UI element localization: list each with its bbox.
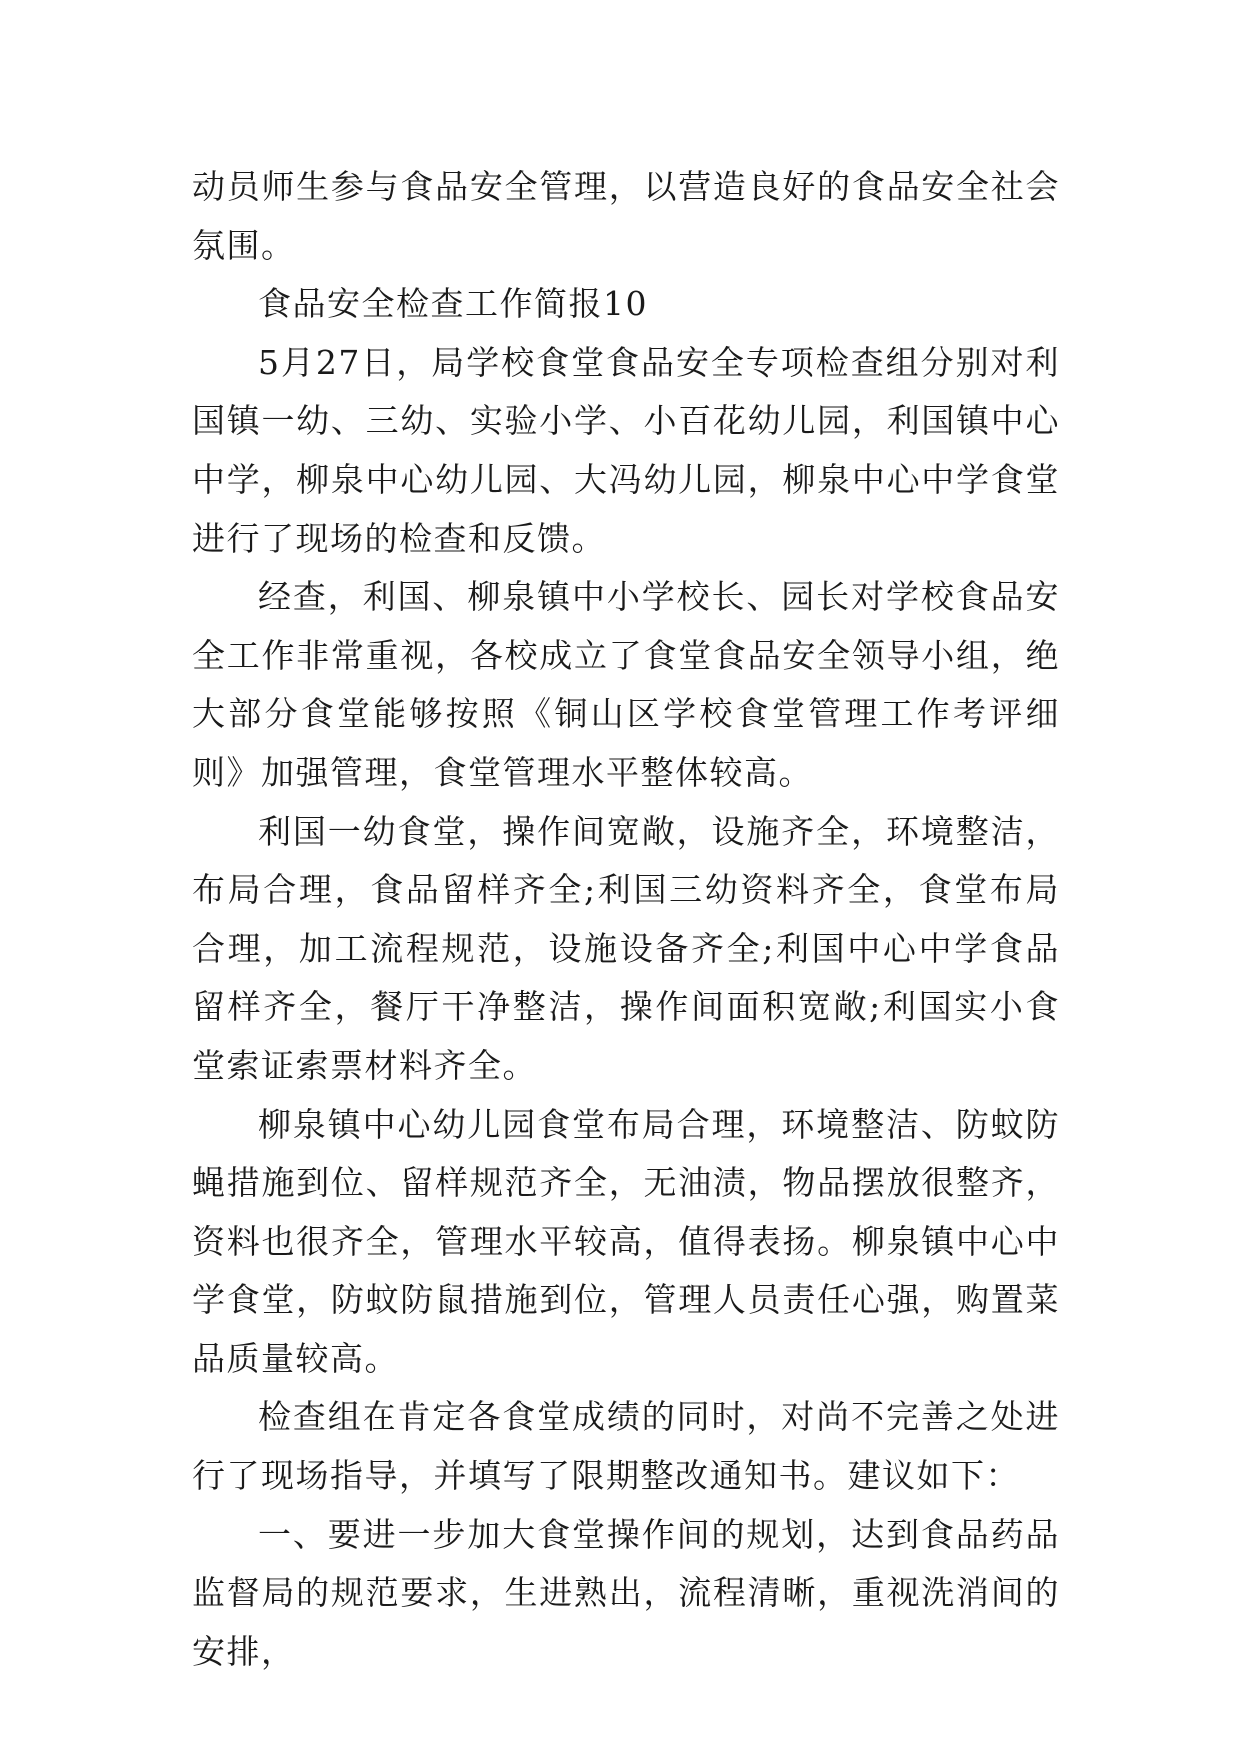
paragraph-continuation: 动员师生参与食品安全管理，以营造良好的食品安全社会氛围。 xyxy=(192,167,1060,265)
section-heading: 食品安全检查工作简报10 xyxy=(258,284,648,324)
paragraph-inspection-overview: 5月27日，局学校食堂食品安全专项检查组分别对利国镇一幼、三幼、实验小学、小百花幼儿园，利国镇中心中学，柳泉中心幼儿园、大冯幼儿园，柳泉中心中学食堂进行了现场的检查和反馈。 xyxy=(192,342,1060,558)
paragraph-suggestion-1: 一、要进一步加大食堂操作间的规划，达到食品药品监督局的规范要求，生进熟出，流程清晰，重视洗消间的安排， xyxy=(192,1514,1060,1671)
paragraph-liuquan-canteens: 柳泉镇中心幼儿园食堂布局合理，环境整洁、防蚊防蝇措施到位、留样规范齐全，无油渍，物品摆放很整齐，资料也很齐全，管理水平较高，值得表扬。柳泉镇中心中学食堂，防蚊防鼠措施到位，管理人员责任心强，购置菜品质量较高。 xyxy=(192,1104,1060,1378)
document-body xyxy=(192,158,1060,1681)
paragraph-liguo-canteens: 利国一幼食堂，操作间宽敞，设施齐全，环境整洁，布局合理，食品留样齐全;利国三幼资料齐全，食堂布局合理，加工流程规范，设施设备齐全;利国中心中学食品留样齐全，餐厅干净整洁，操作间面积宽敞;利国实小食堂索证索票材料齐全。 xyxy=(192,811,1060,1085)
paragraph-guidance: 检查组在肯定各食堂成绩的同时，对尚不完善之处进行了现场指导，并填写了限期整改通知书。建议如下： xyxy=(192,1397,1060,1496)
paragraph-findings: 经查，利国、柳泉镇中小学校长、园长对学校食品安全工作非常重视，各校成立了食堂食品安全领导小组，绝大部分食堂能够按照《铜山区学校食堂管理工作考评细则》加强管理，食堂管理水平整体较高。 xyxy=(192,577,1060,792)
